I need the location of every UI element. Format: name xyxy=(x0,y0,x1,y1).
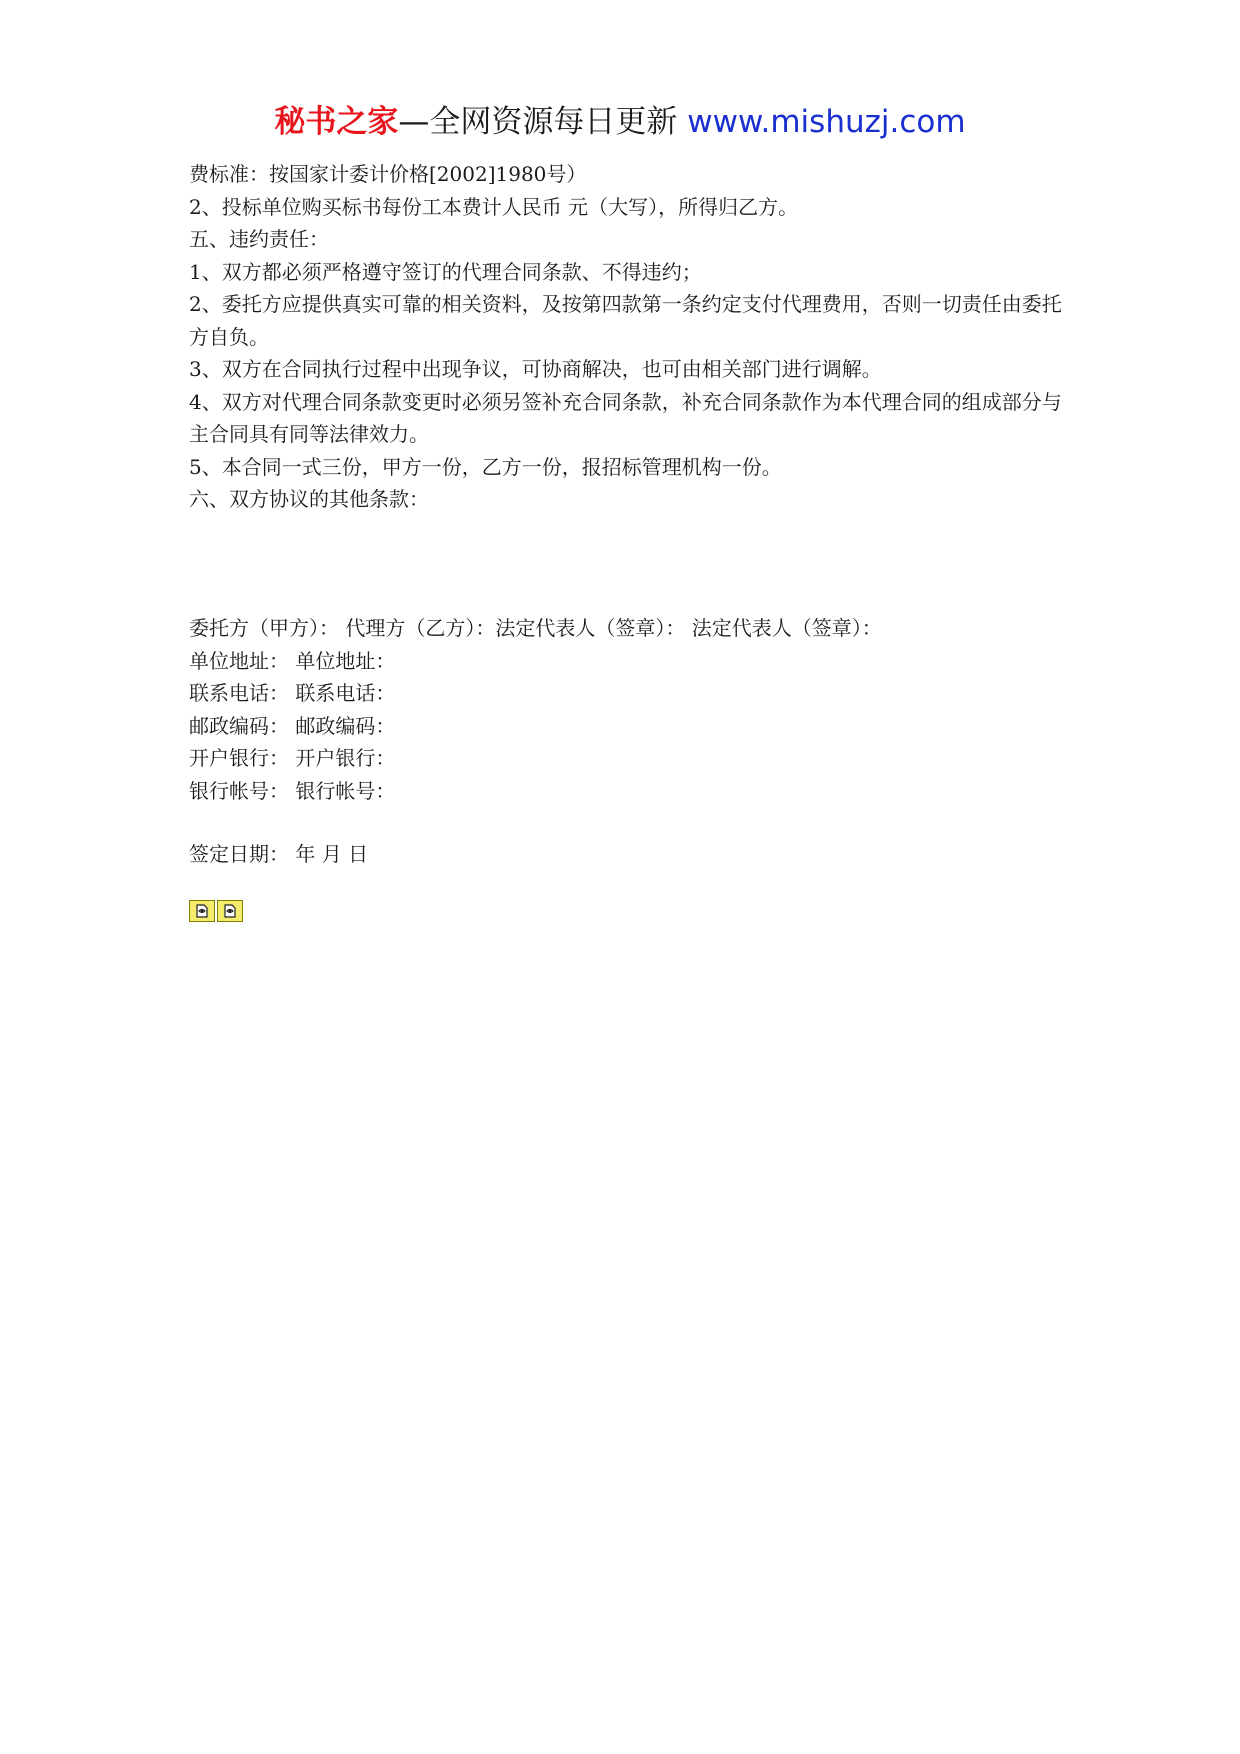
text-line: 2、委托方应提供真实可靠的相关资料，及按第四款第一条约定支付代理费用，否则一切责任由委托方自负。 xyxy=(189,292,1062,349)
signature-line: 委托方（甲方）： 代理方（乙方）：法定代表人（签章）： 法定代表人（签章）： xyxy=(189,616,882,640)
section-heading: 五、违约责任： xyxy=(189,227,329,251)
page-icon-glyph xyxy=(193,902,211,920)
page-icon-glyph xyxy=(221,902,239,920)
site-url-link[interactable]: www.mishuzj.com xyxy=(687,104,966,140)
text-line: 费标准：按国家计委计价格[2002]1980号） xyxy=(189,162,587,186)
site-brand: 秘书之家 xyxy=(274,104,399,140)
signature-line: 开户银行： 开户银行： xyxy=(189,746,396,770)
page-icons xyxy=(189,900,243,922)
signature-line: 邮政编码： 邮政编码： xyxy=(189,713,396,738)
page-icon[interactable] xyxy=(189,900,215,922)
page-icon[interactable] xyxy=(217,900,243,922)
site-header xyxy=(0,100,1240,144)
sign-date-block xyxy=(189,838,1089,871)
site-slogan: —全网资源每日更新 xyxy=(398,104,688,140)
section-heading: 六、双方协议的其他条款： xyxy=(189,487,429,511)
signature-line: 联系电话： 联系电话： xyxy=(189,681,396,705)
sign-date: 签定日期： 年 月 日 xyxy=(189,842,369,866)
text-line: 3、双方在合同执行过程中出现争议，可协商解决，也可由相关部门进行调解。 xyxy=(189,357,882,381)
text-line: 5、本合同一式三份，甲方一份，乙方一份，报招标管理机构一份。 xyxy=(189,454,782,479)
contract-body xyxy=(189,158,1069,516)
text-line: 4、双方对代理合同条款变更时必须另签补充合同条款，补充合同条款作为本代理合同的组成部分与主合同具有同等法律效力。 xyxy=(189,389,1062,446)
text-line: 2、投标单位购买标书每份工本费计人民币 元（大写），所得归乙方。 xyxy=(189,194,799,219)
text-line: 1、双方都必须严格遵守签订的代理合同条款、不得违约； xyxy=(189,259,702,284)
signature-line: 单位地址： 单位地址： xyxy=(189,648,396,673)
signature-block xyxy=(189,612,1089,807)
signature-line: 银行帐号： 银行帐号： xyxy=(189,778,396,803)
